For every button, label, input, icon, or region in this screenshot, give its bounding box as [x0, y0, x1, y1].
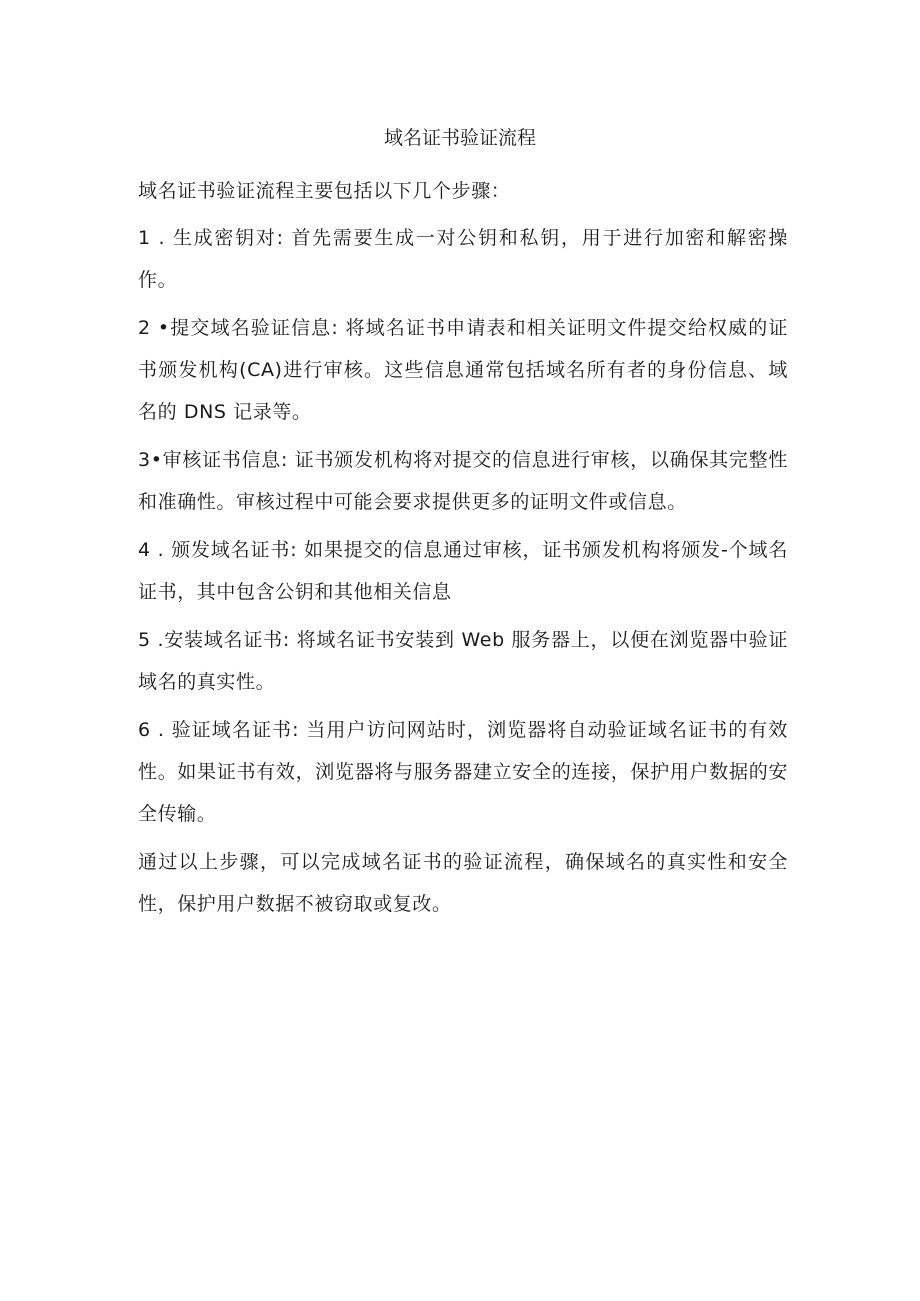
step-4-paragraph: 4 . 颁发域名证书: 如果提交的信息通过审核，证书颁发机构将颁发-个域名证书，其中包含公钥和其他相关信息 — [138, 539, 788, 603]
conclusion-paragraph: 通过以上步骤，可以完成域名证书的验证流程，确保域名的真实性和安全性，保护用户数据不被窃取或复改。 — [138, 851, 788, 915]
document-title: 域名证书验证流程 — [383, 127, 536, 149]
step-1-paragraph: 1 . 生成密钥对: 首先需要生成一对公钥和私钥，用于进行加密和解密操作。 — [138, 227, 788, 291]
step-6-paragraph: 6 . 验证域名证书: 当用户访问网站时，浏览器将自动验证域名证书的有效性。如果证书有效，浏览器将与服务器建立安全的连接，保护用户数据的安全传输。 — [138, 719, 788, 825]
step-3-paragraph: 3•审核证书信息: 证书颁发机构将对提交的信息进行审核，以确保其完整性和准确性。审核过程中可能会要求提供更多的证明文件或信息。 — [138, 449, 788, 513]
step-2-paragraph: 2 •提交域名验证信息: 将域名证书申请表和相关证明文件提交给权威的证书颁发机构(CA)进行审核。这些信息通常包括域名所有者的身份信息、域名的 DNS 记录等。 — [138, 317, 788, 423]
step-5-paragraph: 5 .安装域名证书: 将域名证书安装到 Web 服务器上，以便在浏览器中验证域名的真实性。 — [138, 629, 788, 693]
document-body — [138, 170, 788, 930]
intro-paragraph: 域名证书验证流程主要包括以下几个步骤： — [138, 180, 511, 202]
